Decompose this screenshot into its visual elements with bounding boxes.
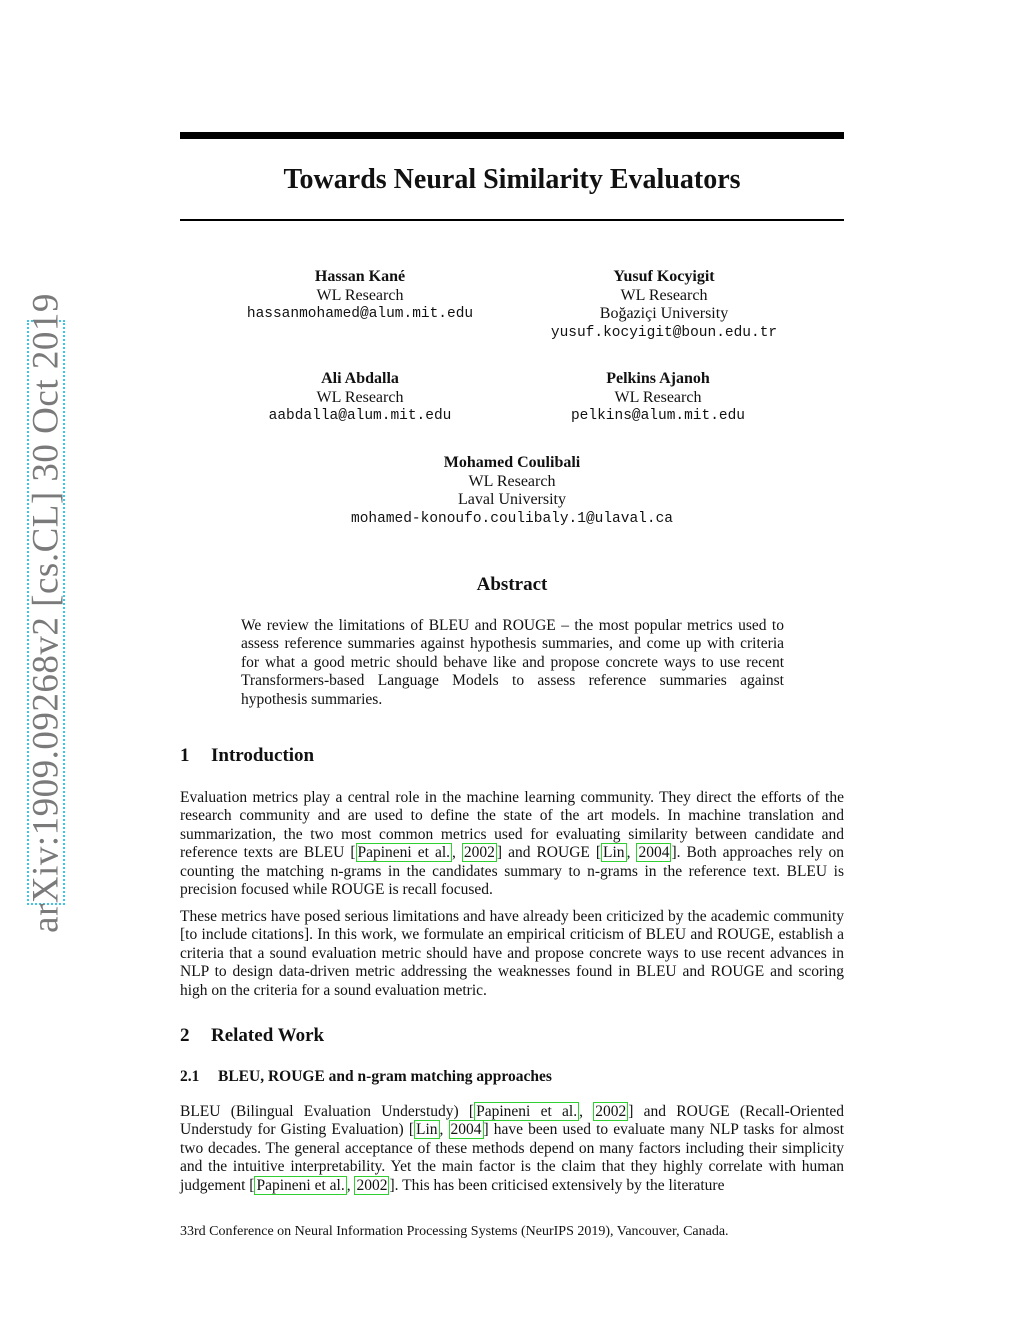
section-heading-related-work <box>180 1025 324 1047</box>
title-top-rule <box>180 132 844 139</box>
author-affiliation: Laval University <box>458 491 566 508</box>
arxiv-side-identifier[interactable] <box>25 292 67 933</box>
author-name: Ali Abdalla <box>321 370 399 387</box>
author-affiliation: WL Research <box>620 286 708 304</box>
citation-link[interactable]: Papineni et al. <box>476 1103 578 1120</box>
subsection-number: 2.1 <box>180 1068 200 1085</box>
citation-link[interactable]: Papineni et al. <box>256 1176 345 1194</box>
abstract-text: We review the limitations of BLEU and ROUGE – the most popular metrics used to assess reference summaries against hypothesis summaries, and come up with criteria for what a good metric should behave like and propose concrete ways to use recent Transformers-based Language Models to assess reference summaries against hypothesis summaries. <box>241 617 784 708</box>
citation-link[interactable]: 2002 <box>356 1176 388 1194</box>
conference-footer: 33rd Conference on Neural Information Processing Systems (NeurIPS 2019), Vancouver, Canada. <box>180 1224 729 1239</box>
author-affiliation: Boğaziçi University <box>599 305 729 322</box>
arxiv-identifier-text: arXiv:1909.09268v2 [cs.CL] 30 Oct 2019 <box>25 292 67 933</box>
citation-link[interactable]: 2004 <box>638 844 670 862</box>
text-run: Evaluation metrics play a central role in the machine learning community. They direct the efforts of the research community and are used to define the state of the art models. In machine translation and summarization, the two most common metrics used for evaluating similarity between candidate and reference texts are BLEU [ <box>180 789 844 862</box>
author-email[interactable]: aabdalla@alum.mit.edu <box>268 408 452 424</box>
text-run: ] and ROUGE [ <box>496 844 602 862</box>
text-run: ] and ROUGE (Recall-Oriented Understudy for Gisting Evaluation) [ <box>180 1103 844 1139</box>
subsection-title: BLEU, ROUGE and n-gram matching approaches <box>218 1068 552 1085</box>
citation-link[interactable]: 2004 <box>450 1121 482 1139</box>
text-run: ]. Both approaches rely on counting the matching n-grams in the candidates summary to n-grams in the reference text. BLEU is precision focused while ROUGE is recall focused. <box>180 844 844 899</box>
author-name: Mohamed Coulibali <box>443 454 581 471</box>
author-name: Hassan Kané <box>314 268 406 285</box>
author-email[interactable]: mohamed-konoufo.coulibaly.1@ulaval.ca <box>351 510 673 527</box>
related-paragraph-1 <box>180 1103 844 1195</box>
author-affiliation: WL Research <box>316 388 404 406</box>
subsection-heading <box>180 1068 552 1086</box>
text-run: , <box>579 1103 594 1120</box>
text-run: , <box>346 1176 355 1194</box>
author-email[interactable]: pelkins@alum.mit.edu <box>570 408 746 424</box>
author-affiliation: WL Research <box>316 286 404 304</box>
citation-link[interactable]: Lin <box>415 1121 438 1139</box>
text-run: , <box>439 1121 449 1139</box>
text-run: BLEU (Bilingual Evaluation Understudy) [ <box>180 1103 475 1120</box>
text-run: ] have been used to evaluate many NLP tasks for almost two decades. The general acceptance of these methods depend on many factors including their simplicity and the intuitive interpretability. Yet the main factor is the claim that they highly correlate with human judgement [ <box>180 1121 845 1194</box>
author-email[interactable]: yusuf.kocyigit@boun.edu.tr <box>550 324 778 341</box>
author-affiliation: WL Research <box>614 388 702 406</box>
citation-link[interactable]: 2002 <box>595 1103 627 1120</box>
author-block <box>484 268 844 342</box>
author-name: Pelkins Ajanoh <box>606 370 710 387</box>
section-title: Related Work <box>211 1025 325 1046</box>
text-run: , <box>452 844 462 862</box>
title-bottom-rule <box>180 219 844 221</box>
paper-title: Towards Neural Similarity Evaluators <box>283 164 741 195</box>
citation-link[interactable]: Lin <box>603 844 625 862</box>
text-run: ]. This has been criticised extensively by the literature <box>389 1176 725 1194</box>
author-email[interactable]: hassanmohamed@alum.mit.edu <box>246 306 474 322</box>
author-name: Yusuf Kocyigit <box>613 268 715 285</box>
section-number: 1 <box>180 745 190 766</box>
citation-link[interactable]: Papineni et al. <box>357 844 451 862</box>
section-heading-introduction <box>180 745 314 767</box>
section-number: 2 <box>180 1025 190 1046</box>
author-affiliation: WL Research <box>468 472 556 490</box>
author-block <box>312 454 712 528</box>
author-block <box>478 370 838 426</box>
intro-paragraph-2: These metrics have posed serious limitations and have already been criticized by the academic community [to include citations]. In this work, we formulate an empirical criticism of BLEU and ROUGE, establish a criteria that a sound evaluation metric should have and propose concrete ways to use recent advances in NLP to design data-driven metric addressing the weaknesses found in BLEU and ROUGE and scoring high on the criteria for a sound evaluation metric. <box>180 908 844 999</box>
text-run: , <box>626 844 637 862</box>
intro-paragraph-1 <box>180 789 844 899</box>
citation-link[interactable]: 2002 <box>463 844 495 862</box>
section-title: Introduction <box>211 745 315 766</box>
abstract-heading: Abstract <box>476 574 548 595</box>
